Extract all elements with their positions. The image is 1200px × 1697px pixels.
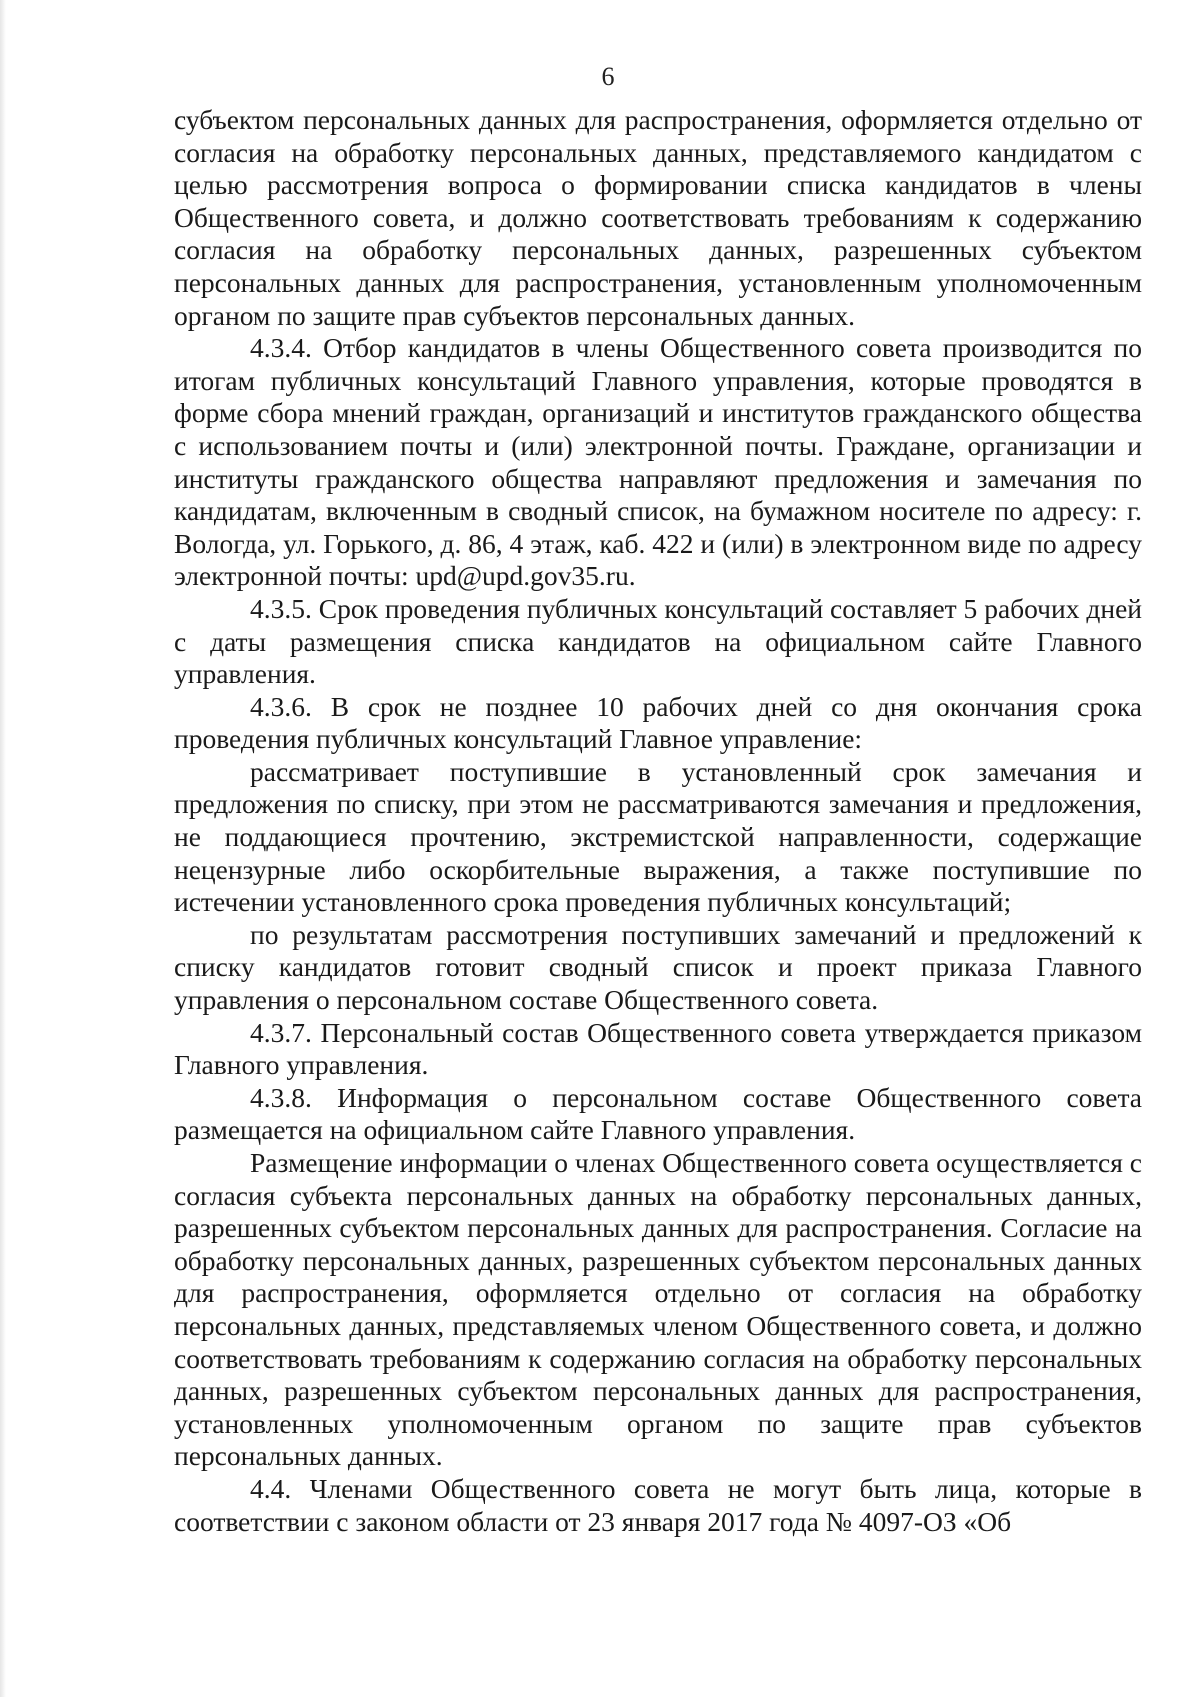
paragraph-4-3-8-placement: Размещение информации о членах Общественного совета осуществляется с согласия субъекта персональных данных на обработку персональных данных, разрешенных субъектом персональных данных для распространения. Согласие на обработку персональных данных, разрешенных субъектом персональных данных для распространения, оформляется отдельно от согласия на обработку персональных данных, представляемых членом Общественного совета, и должно соответствовать требованиям к содержанию согласия на обработку персональных данных, разрешенных субъектом персональных данных для распространения, установленных уполномоченным органом по защите прав субъектов персональных данных.: [174, 1147, 1142, 1472]
paragraph-4-3-6: 4.3.6. В срок не позднее 10 рабочих дней со дня окончания срока проведения публичных консультаций Главное управление:: [174, 690, 1142, 755]
paragraph-4-4: 4.4. Членами Общественного совета не могут быть лица, которые в соответствии с законом области от 23 января 2017 года № 4097-ОЗ «Об: [174, 1472, 1142, 1537]
document-body: [174, 104, 1142, 1538]
paragraph-4-3-6-item-2: по результатам рассмотрения поступивших замечаний и предложений к списку кандидатов готовит сводный список и проект приказа Главного управления о персональном составе Общественного совета.: [174, 918, 1142, 1016]
paragraph-4-3-8: 4.3.8. Информация о персональном составе Общественного совета размещается на официальном сайте Главного управления.: [174, 1081, 1142, 1146]
scan-edge-shadow: [0, 0, 6, 1697]
paragraph-4-3-7: 4.3.7. Персональный состав Общественного совета утверждается приказом Главного управления.: [174, 1016, 1142, 1081]
paragraph-continuation: субъектом персональных данных для распространения, оформляется отдельно от согласия на обработку персональных данных, представляемого кандидатом с целью рассмотрения вопроса о формировании списка кандидатов в члены Общественного совета, и должно соответствовать требованиям к содержанию согласия на обработку персональных данных, разрешенных субъектом персональных данных для распространения, установленным уполномоченным органом по защите прав субъектов персональных данных.: [174, 104, 1142, 331]
paragraph-4-3-5: 4.3.5. Срок проведения публичных консультаций составляет 5 рабочих дней с даты размещения списка кандидатов на официальном сайте Главного управления.: [174, 592, 1142, 690]
page-number: 6: [601, 62, 615, 91]
paragraph-4-3-4: 4.3.4. Отбор кандидатов в члены Общественного совета производится по итогам публичных консультаций Главного управления, которые проводятся в форме сбора мнений граждан, организаций и институтов гражданского общества с использованием почты и (или) электронной почты. Граждане, организации и институты гражданского общества направляют предложения и замечания по кандидатам, включенным в сводный список, на бумажном носителе по адресу: г. Вологда, ул. Горького, д. 86, 4 этаж, каб. 422 и (или) в электронном виде по адресу электронной почты: upd@upd.gov35.ru.: [174, 332, 1142, 592]
paragraph-4-3-6-item-1: рассматривает поступившие в установленный срок замечания и предложения по списку, при этом не рассматриваются замечания и предложения, не поддающиеся прочтению, экстремистской направленности, содержащие нецензурные либо оскорбительные выражения, а также поступившие по истечении установленного срока проведения публичных консультаций;: [174, 755, 1142, 918]
